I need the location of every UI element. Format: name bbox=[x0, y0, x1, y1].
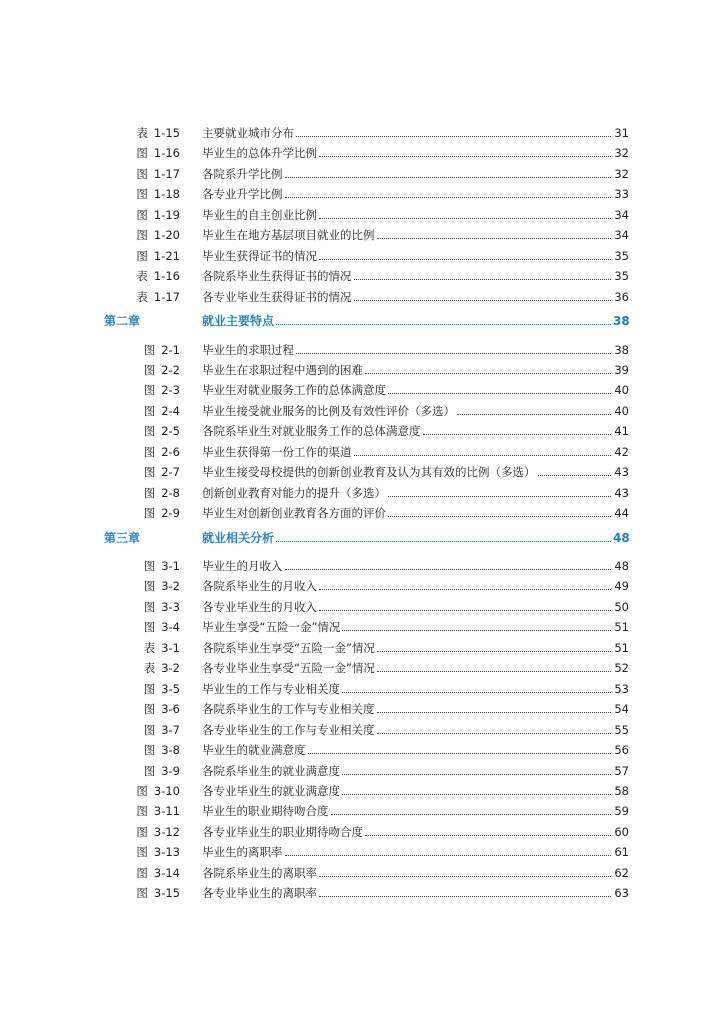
entry-number bbox=[104, 720, 180, 740]
dot-leader bbox=[354, 279, 612, 280]
entry-title[interactable]: 各专业毕业生的月收入 bbox=[202, 599, 317, 614]
toc-entry-row[interactable] bbox=[104, 462, 629, 482]
entry-kind: 图 bbox=[143, 383, 156, 398]
entry-num: 1-15 bbox=[153, 126, 180, 140]
dot-leader bbox=[342, 794, 611, 795]
toc-entry-row[interactable] bbox=[104, 658, 629, 678]
page-number[interactable]: 59 bbox=[614, 804, 629, 819]
entry-num: 3-13 bbox=[153, 845, 180, 860]
chapter-title[interactable]: 就业主要特点 bbox=[202, 314, 275, 328]
page-number[interactable]: 35 bbox=[614, 248, 629, 263]
entry-kind: 图 bbox=[143, 444, 156, 459]
entry-title[interactable]: 各专业毕业生的工作与专业相关度 bbox=[202, 722, 375, 737]
dot-leader bbox=[342, 692, 611, 693]
entry-title[interactable]: 毕业生接受母校提供的创新创业教育及认为其有效的比例（多选） bbox=[202, 465, 536, 480]
page-number[interactable]: 49 bbox=[614, 579, 629, 594]
entry-number bbox=[104, 421, 180, 441]
entry-kind: 图 bbox=[136, 784, 148, 798]
toc-entry-row[interactable] bbox=[104, 246, 629, 266]
toc-entry-row[interactable] bbox=[104, 287, 629, 307]
toc-entry-row[interactable] bbox=[104, 184, 629, 204]
dot-leader bbox=[276, 541, 611, 542]
entry-number bbox=[104, 442, 180, 462]
toc-entry-row[interactable] bbox=[104, 421, 629, 441]
page-number[interactable]: 40 bbox=[614, 403, 629, 418]
entry-title[interactable]: 主要就业城市分布 bbox=[202, 126, 294, 140]
page-number[interactable]: 61 bbox=[614, 845, 629, 860]
entry-kind: 图 bbox=[143, 579, 156, 594]
toc-entry-row[interactable] bbox=[104, 143, 629, 163]
page-number[interactable]: 43 bbox=[614, 485, 629, 500]
toc-entry-row[interactable] bbox=[104, 781, 629, 801]
entry-num: 1-19 bbox=[153, 207, 180, 222]
dot-leader bbox=[319, 218, 611, 219]
entry-kind: 图 bbox=[136, 824, 148, 839]
entry-kind: 图 bbox=[143, 743, 156, 758]
page-number[interactable]: 40 bbox=[614, 383, 629, 398]
page-number[interactable]: 39 bbox=[614, 362, 629, 377]
entry-kind: 表 bbox=[136, 289, 148, 304]
dot-leader bbox=[377, 651, 611, 652]
entry-title[interactable]: 各专业升学比例 bbox=[202, 187, 283, 202]
page-number[interactable]: 35 bbox=[614, 269, 629, 284]
entry-kind: 图 bbox=[143, 485, 156, 500]
dot-leader bbox=[377, 712, 612, 713]
toc-entry-row[interactable] bbox=[104, 842, 629, 862]
entry-title[interactable]: 各院系毕业生的就业满意度 bbox=[202, 763, 340, 778]
entry-title[interactable]: 创新创业教育对能力的提升（多选） bbox=[202, 485, 386, 500]
dot-leader bbox=[377, 733, 612, 734]
entry-title[interactable]: 各专业毕业生的离职率 bbox=[202, 886, 317, 901]
entry-title[interactable]: 各专业毕业生获得证书的情况 bbox=[202, 289, 352, 304]
toc-entry-row[interactable] bbox=[104, 225, 629, 245]
entry-kind: 图 bbox=[143, 763, 156, 778]
dot-leader bbox=[319, 896, 611, 897]
page-number[interactable]: 62 bbox=[614, 865, 629, 880]
page-number[interactable]: 52 bbox=[614, 661, 629, 676]
entry-number bbox=[104, 801, 180, 821]
dot-leader bbox=[388, 393, 611, 394]
toc-entry-row[interactable] bbox=[104, 863, 629, 883]
dot-leader bbox=[457, 414, 611, 415]
entry-num: 3-9 bbox=[161, 763, 180, 778]
page-number[interactable]: 51 bbox=[614, 640, 629, 655]
entry-num: 3-15 bbox=[153, 886, 180, 901]
entry-number bbox=[104, 679, 180, 699]
toc-entry-row[interactable] bbox=[104, 883, 629, 903]
entry-title[interactable]: 毕业生的离职率 bbox=[202, 845, 283, 860]
dot-leader bbox=[319, 156, 611, 157]
entry-kind: 图 bbox=[136, 865, 148, 880]
entry-num: 3-2 bbox=[161, 579, 180, 594]
entry-kind: 图 bbox=[136, 845, 148, 860]
entry-number bbox=[104, 822, 180, 842]
entry-number bbox=[104, 638, 180, 658]
page-number[interactable]: 58 bbox=[614, 784, 629, 798]
dot-leader bbox=[388, 496, 611, 497]
entry-kind: 图 bbox=[136, 146, 148, 161]
entry-title[interactable]: 各院系毕业生获得证书的情况 bbox=[202, 269, 352, 284]
page-number[interactable]: 53 bbox=[614, 681, 629, 696]
entry-title[interactable]: 毕业生接受就业服务的比例及有效性评价（多选） bbox=[202, 403, 455, 418]
entry-number bbox=[104, 617, 180, 637]
dot-leader bbox=[538, 475, 612, 476]
entry-number bbox=[104, 483, 180, 503]
entry-kind: 图 bbox=[143, 342, 156, 357]
entry-num: 1-21 bbox=[153, 248, 180, 263]
entry-kind: 图 bbox=[143, 702, 156, 717]
page-number[interactable]: 34 bbox=[614, 228, 629, 243]
entry-kind: 图 bbox=[136, 228, 148, 243]
entry-num: 2-5 bbox=[161, 424, 180, 439]
entry-number bbox=[104, 781, 180, 801]
toc-entry-row[interactable] bbox=[104, 597, 629, 617]
dot-leader bbox=[296, 136, 611, 137]
entry-kind: 图 bbox=[136, 166, 148, 181]
dot-leader bbox=[285, 197, 612, 198]
entry-number bbox=[104, 360, 180, 380]
entry-kind: 表 bbox=[136, 126, 148, 140]
entry-num: 1-17 bbox=[153, 289, 180, 304]
entry-kind: 图 bbox=[136, 886, 148, 901]
page-number[interactable]: 36 bbox=[614, 289, 629, 304]
entry-num: 3-10 bbox=[153, 784, 180, 798]
entry-num: 3-4 bbox=[161, 620, 180, 635]
entry-num: 1-20 bbox=[153, 228, 180, 243]
entry-title[interactable]: 毕业生获得证书的情况 bbox=[202, 248, 317, 263]
entry-kind: 图 bbox=[136, 248, 148, 263]
dot-leader bbox=[319, 610, 611, 611]
page-number[interactable]: 44 bbox=[614, 506, 629, 521]
dot-leader bbox=[285, 569, 612, 570]
entry-kind: 图 bbox=[143, 403, 156, 418]
dot-leader bbox=[319, 589, 611, 590]
entry-kind: 图 bbox=[143, 424, 156, 439]
page-number[interactable]: 63 bbox=[614, 886, 629, 901]
entry-number bbox=[104, 462, 180, 482]
entry-title[interactable]: 各专业毕业生的职业期待吻合度 bbox=[202, 824, 363, 839]
entry-num: 2-7 bbox=[161, 465, 180, 480]
page-number[interactable]: 32 bbox=[614, 146, 629, 161]
entry-kind: 图 bbox=[143, 559, 156, 573]
entry-number bbox=[104, 576, 180, 596]
entry-num: 2-4 bbox=[161, 403, 180, 418]
entry-number bbox=[104, 658, 180, 678]
entry-number bbox=[104, 401, 180, 421]
entry-title[interactable]: 各专业毕业生的就业满意度 bbox=[202, 784, 340, 798]
entry-title[interactable]: 毕业生在求职过程中遇到的困难 bbox=[202, 362, 363, 377]
toc-entry-row[interactable] bbox=[104, 483, 629, 503]
dot-leader bbox=[319, 876, 611, 877]
entry-num: 3-5 bbox=[161, 681, 180, 696]
toc-entry-row[interactable] bbox=[104, 720, 629, 740]
page-number[interactable]: 56 bbox=[614, 743, 629, 758]
entry-number bbox=[104, 287, 180, 307]
entry-number bbox=[104, 164, 180, 184]
entry-kind: 图 bbox=[143, 506, 156, 521]
toc-entry-row[interactable] bbox=[104, 380, 629, 400]
page-number[interactable]: 57 bbox=[614, 763, 629, 778]
entry-number bbox=[104, 340, 180, 360]
dot-leader bbox=[365, 373, 611, 374]
entry-number bbox=[104, 380, 180, 400]
entry-number bbox=[104, 740, 180, 760]
entry-num: 2-9 bbox=[161, 506, 180, 521]
entry-title[interactable]: 毕业生的求职过程 bbox=[202, 342, 294, 357]
dot-leader bbox=[285, 177, 612, 178]
entry-title[interactable]: 各院系毕业生享受“五险一金”情况 bbox=[202, 640, 375, 655]
entry-num: 3-12 bbox=[153, 824, 180, 839]
entry-num: 3-2 bbox=[161, 661, 180, 676]
toc-entry-row[interactable] bbox=[104, 266, 629, 286]
entry-kind: 图 bbox=[136, 207, 148, 222]
entry-title[interactable]: 各院系毕业生的离职率 bbox=[202, 865, 317, 880]
entry-num: 2-3 bbox=[161, 383, 180, 398]
entry-num: 3-3 bbox=[161, 599, 180, 614]
page-number[interactable]: 48 bbox=[613, 530, 630, 545]
entry-num: 3-6 bbox=[161, 702, 180, 717]
page-number[interactable]: 50 bbox=[614, 599, 629, 614]
entry-title[interactable]: 各院系毕业生对就业服务工作的总体满意度 bbox=[202, 424, 421, 439]
entry-num: 3-1 bbox=[161, 559, 180, 573]
toc-entry-row[interactable] bbox=[104, 503, 629, 523]
toc-entry-row[interactable] bbox=[104, 822, 629, 842]
entry-title[interactable]: 毕业生的职业期待吻合度 bbox=[202, 804, 329, 819]
entry-num: 2-8 bbox=[161, 485, 180, 500]
page-number[interactable]: 38 bbox=[614, 342, 629, 357]
dot-leader bbox=[276, 324, 611, 325]
toc-entry-row[interactable] bbox=[104, 638, 629, 658]
page-number[interactable]: 32 bbox=[614, 166, 629, 181]
entry-num: 2-6 bbox=[161, 444, 180, 459]
entry-title[interactable]: 毕业生在地方基层项目就业的比例 bbox=[202, 228, 375, 243]
toc-entry-row[interactable] bbox=[104, 164, 629, 184]
chapter-label: 第三章 bbox=[104, 530, 141, 545]
entry-title[interactable]: 毕业生的工作与专业相关度 bbox=[202, 681, 340, 696]
entry-num: 1-16 bbox=[153, 269, 180, 284]
toc-entry-row[interactable] bbox=[104, 740, 629, 760]
dot-leader bbox=[308, 753, 612, 754]
toc-entry-row[interactable] bbox=[104, 617, 629, 637]
entry-kind: 图 bbox=[143, 722, 156, 737]
dot-leader bbox=[354, 300, 612, 301]
entry-title[interactable]: 毕业生的就业满意度 bbox=[202, 743, 306, 758]
page-number[interactable]: 48 bbox=[614, 559, 629, 573]
toc-entry-row[interactable] bbox=[104, 401, 629, 421]
entry-num: 3-7 bbox=[161, 722, 180, 737]
entry-number bbox=[104, 266, 180, 286]
entry-title[interactable]: 毕业生的月收入 bbox=[202, 559, 283, 573]
entry-title[interactable]: 各专业毕业生享受“五险一金”情况 bbox=[202, 661, 375, 676]
entry-num: 1-16 bbox=[153, 146, 180, 161]
chapter-title[interactable]: 就业相关分析 bbox=[202, 530, 275, 545]
dot-leader bbox=[296, 353, 611, 354]
entry-number bbox=[104, 143, 180, 163]
entry-kind: 图 bbox=[143, 465, 156, 480]
entry-title[interactable]: 毕业生的总体升学比例 bbox=[202, 146, 317, 161]
entry-title[interactable]: 各院系升学比例 bbox=[202, 166, 283, 181]
page-number[interactable]: 55 bbox=[614, 722, 629, 737]
entry-num: 2-2 bbox=[161, 362, 180, 377]
dot-leader bbox=[388, 516, 611, 517]
dot-leader bbox=[342, 630, 611, 631]
page-number[interactable]: 54 bbox=[614, 702, 629, 717]
toc-entry-row[interactable] bbox=[104, 576, 629, 596]
entry-number bbox=[104, 205, 180, 225]
entry-num: 3-1 bbox=[161, 640, 180, 655]
entry-kind: 图 bbox=[143, 599, 156, 614]
dot-leader bbox=[354, 455, 612, 456]
toc-chapter-row[interactable] bbox=[104, 528, 629, 548]
dot-leader bbox=[342, 774, 611, 775]
page-number[interactable]: 51 bbox=[614, 620, 629, 635]
entry-num: 1-17 bbox=[153, 166, 180, 181]
toc-entry-row[interactable] bbox=[104, 442, 629, 462]
toc-entry-row[interactable] bbox=[104, 340, 629, 360]
entry-title[interactable]: 毕业生对创新创业教育各方面的评价 bbox=[202, 506, 386, 521]
page-number[interactable]: 60 bbox=[614, 824, 629, 839]
entry-title[interactable]: 毕业生享受“五险一金”情况 bbox=[202, 620, 341, 635]
entry-kind: 图 bbox=[143, 620, 156, 635]
chapter-label: 第二章 bbox=[104, 314, 141, 328]
entry-title[interactable]: 各院系毕业生的工作与专业相关度 bbox=[202, 702, 375, 717]
entry-number bbox=[104, 761, 180, 781]
toc-entry-row[interactable] bbox=[104, 699, 629, 719]
toc-entry-row[interactable] bbox=[104, 801, 629, 821]
toc-entry-row[interactable] bbox=[104, 679, 629, 699]
entry-number bbox=[104, 699, 180, 719]
page-number[interactable]: 31 bbox=[614, 126, 629, 140]
page-number[interactable]: 34 bbox=[614, 207, 629, 222]
entry-kind: 图 bbox=[143, 362, 156, 377]
entry-kind: 表 bbox=[143, 640, 156, 655]
entry-kind: 表 bbox=[143, 661, 156, 676]
entry-kind: 图 bbox=[143, 681, 156, 696]
dot-leader bbox=[319, 259, 611, 260]
entry-num: 3-8 bbox=[161, 743, 180, 758]
entry-number bbox=[104, 184, 180, 204]
entry-title[interactable]: 各院系毕业生的月收入 bbox=[202, 579, 317, 594]
entry-kind: 表 bbox=[136, 269, 148, 284]
page-number[interactable]: 41 bbox=[614, 424, 629, 439]
entry-title[interactable]: 毕业生获得第一份工作的渠道 bbox=[202, 444, 352, 459]
dot-leader bbox=[331, 814, 612, 815]
entry-number bbox=[104, 863, 180, 883]
toc-entry-row[interactable] bbox=[104, 761, 629, 781]
entry-title[interactable]: 毕业生的自主创业比例 bbox=[202, 207, 317, 222]
page-number[interactable]: 43 bbox=[614, 465, 629, 480]
entry-title[interactable]: 毕业生对就业服务工作的总体满意度 bbox=[202, 383, 386, 398]
entry-num: 3-14 bbox=[153, 865, 180, 880]
entry-number bbox=[104, 123, 180, 143]
toc-entry-row[interactable] bbox=[104, 360, 629, 380]
entry-num: 2-1 bbox=[161, 342, 180, 357]
dot-leader bbox=[365, 835, 611, 836]
entry-number bbox=[104, 842, 180, 862]
dot-leader bbox=[377, 671, 611, 672]
dot-leader bbox=[423, 434, 612, 435]
entry-number bbox=[104, 883, 180, 903]
entry-number bbox=[104, 597, 180, 617]
toc-entry-row[interactable] bbox=[104, 556, 629, 576]
entry-kind: 图 bbox=[136, 804, 148, 819]
entry-number bbox=[104, 246, 180, 266]
page-number[interactable]: 38 bbox=[613, 314, 630, 328]
page-number[interactable]: 42 bbox=[614, 444, 629, 459]
dot-leader bbox=[377, 238, 612, 239]
entry-number bbox=[104, 225, 180, 245]
entry-num: 3-11 bbox=[153, 804, 180, 819]
toc-entry-row[interactable] bbox=[104, 123, 629, 143]
entry-num: 1-18 bbox=[153, 187, 180, 202]
page-number[interactable]: 33 bbox=[614, 187, 629, 202]
entry-kind: 图 bbox=[136, 187, 148, 202]
toc-entry-row[interactable] bbox=[104, 205, 629, 225]
toc-chapter-row[interactable] bbox=[104, 311, 629, 331]
dot-leader bbox=[285, 855, 612, 856]
entry-number bbox=[104, 503, 180, 523]
entry-number bbox=[104, 556, 180, 576]
